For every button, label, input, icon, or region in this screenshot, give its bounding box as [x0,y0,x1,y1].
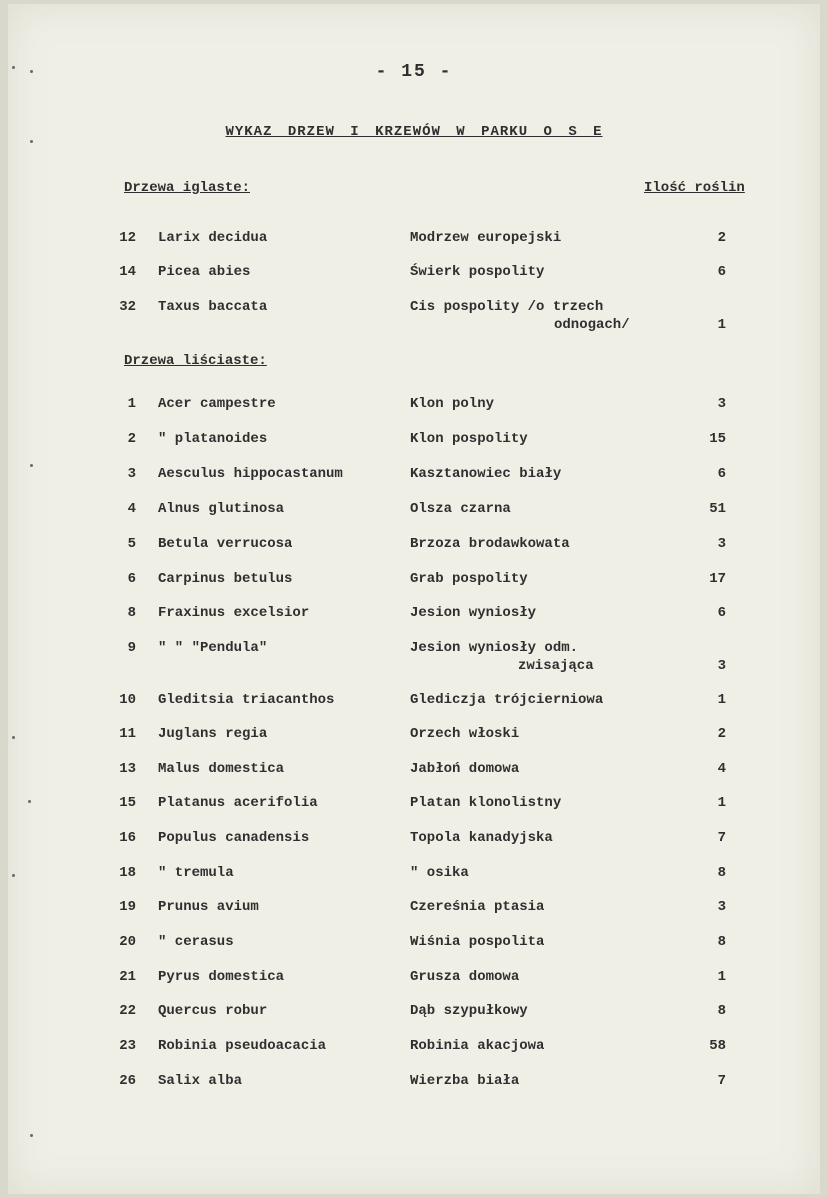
table-row [8,431,820,451]
latin-name: " platanoides [158,431,268,447]
latin-name: Alnus glutinosa [158,501,285,517]
row-number: 8 [127,605,136,621]
latin-name: Salix alba [158,1073,243,1089]
plant-count: 17 [709,571,726,587]
row-number: 3 [127,466,136,482]
row-number: 10 [119,692,136,708]
latin-name: Betula verrucosa [158,536,293,552]
plant-count: 4 [717,761,726,777]
row-number: 32 [119,299,136,315]
polish-name: Wiśnia pospolita [410,934,545,950]
table-row [8,865,820,885]
table-row [8,830,820,850]
polish-name: Grab pospolity [410,571,528,587]
table-row [8,466,820,486]
row-number: 26 [119,1073,136,1089]
plant-count: 15 [709,431,726,447]
plant-count: 1 [717,692,726,708]
table-row [8,1038,820,1058]
row-number: 21 [119,969,136,985]
polish-name: Olsza czarna [410,501,511,517]
column-header-count: Ilość roślin [644,180,745,196]
table-row [8,692,820,712]
polish-name: Brzoza brodawkowata [410,536,570,552]
polish-name: Kasztanowiec biały [410,466,562,482]
latin-name: Platanus acerifolia [158,795,318,811]
latin-name: Juglans regia [158,726,268,742]
plant-count: 3 [717,899,726,915]
plant-count: 3 [717,536,726,552]
section-heading-deciduous: Drzewa liściaste: [124,353,267,369]
latin-name: Acer campestre [158,396,276,412]
punch-mark [30,1134,33,1137]
latin-name: Populus canadensis [158,830,310,846]
table-row [8,536,820,556]
row-number: 20 [119,934,136,950]
polish-name: Modrzew europejski [410,230,562,246]
latin-name: Quercus robur [158,1003,268,1019]
row-number: 15 [119,795,136,811]
table-row [8,230,820,250]
table-row [8,934,820,954]
plant-count: 8 [717,865,726,881]
latin-name: " " "Pendula" [158,640,268,656]
table-row [8,299,820,333]
latin-name: Picea abies [158,264,251,280]
latin-name: " cerasus [158,934,234,950]
polish-name: Jesion wyniosły [410,605,537,621]
polish-name: Glediczja trójcierniowa [410,692,604,708]
latin-name: Malus domestica [158,761,285,777]
plant-count: 7 [717,1073,726,1089]
polish-name: Wierzba biała [410,1073,520,1089]
plant-count: 1 [717,795,726,811]
plant-count: 1 [717,317,726,333]
table-row [8,899,820,919]
latin-name: Aesculus hippocastanum [158,466,343,482]
polish-name: Świerk pospolity [410,264,545,280]
table-row [8,571,820,591]
polish-name: Jabłoń domowa [410,761,520,777]
polish-name: Platan klonolistny [410,795,562,811]
row-number: 16 [119,830,136,846]
plant-count: 1 [717,969,726,985]
latin-name: Fraxinus excelsior [158,605,310,621]
row-number: 12 [119,230,136,246]
table-row [8,726,820,746]
polish-name: Orzech włoski [410,726,520,742]
row-number: 13 [119,761,136,777]
row-number: 6 [127,571,136,587]
table-row [8,969,820,989]
polish-name: Robinia akacjowa [410,1038,545,1054]
latin-name: Taxus baccata [158,299,268,315]
table-row [8,501,820,521]
row-number: 1 [127,396,136,412]
table-row [8,1073,820,1093]
plant-count: 51 [709,501,726,517]
table-row [8,605,820,625]
row-number: 19 [119,899,136,915]
row-number: 5 [127,536,136,552]
polish-name: Grusza domowa [410,969,520,985]
section-heading-conifers: Drzewa iglaste: [124,180,251,196]
row-number: 23 [119,1038,136,1054]
plant-count: 2 [717,230,726,246]
row-number: 11 [119,726,136,742]
latin-name: Pyrus domestica [158,969,285,985]
polish-name: " osika [410,865,469,881]
latin-name: Larix decidua [158,230,268,246]
plant-count: 8 [717,934,726,950]
row-number: 2 [127,431,136,447]
polish-name-continued: odnogach/ [554,317,630,333]
plant-count: 3 [717,658,726,674]
plant-count: 6 [717,264,726,280]
table-row [8,264,820,284]
table-row [8,1003,820,1023]
latin-name: Carpinus betulus [158,571,293,587]
polish-name: Klon polny [410,396,495,412]
row-number: 4 [127,501,136,517]
punch-mark [30,140,33,143]
polish-name: Cis pospolity /o trzech [410,299,604,315]
latin-name: Gleditsia triacanthos [158,692,335,708]
plant-count: 6 [717,466,726,482]
table-row [8,396,820,416]
plant-count: 58 [709,1038,726,1054]
latin-name: " tremula [158,865,234,881]
polish-name: Topola kanadyjska [410,830,553,846]
polish-name: Jesion wyniosły odm. [410,640,579,656]
table-row [8,761,820,781]
plant-count: 3 [717,396,726,412]
row-number: 18 [119,865,136,881]
polish-name-continued: zwisająca [518,658,594,674]
polish-name: Czereśnia ptasia [410,899,545,915]
plant-count: 6 [717,605,726,621]
document-title: WYKAZ DRZEW I KRZEWÓW W PARKU O S E [225,124,603,140]
latin-name: Prunus avium [158,899,259,915]
plant-count: 8 [717,1003,726,1019]
latin-name: Robinia pseudoacacia [158,1038,327,1054]
document-page [8,4,820,1194]
plant-count: 7 [717,830,726,846]
page-number: - 15 - [375,62,453,82]
plant-count: 2 [717,726,726,742]
polish-name: Dąb szypułkowy [410,1003,528,1019]
row-number: 14 [119,264,136,280]
row-number: 22 [119,1003,136,1019]
polish-name: Klon pospolity [410,431,528,447]
table-row [8,640,820,674]
row-number: 9 [127,640,136,656]
table-row [8,795,820,815]
